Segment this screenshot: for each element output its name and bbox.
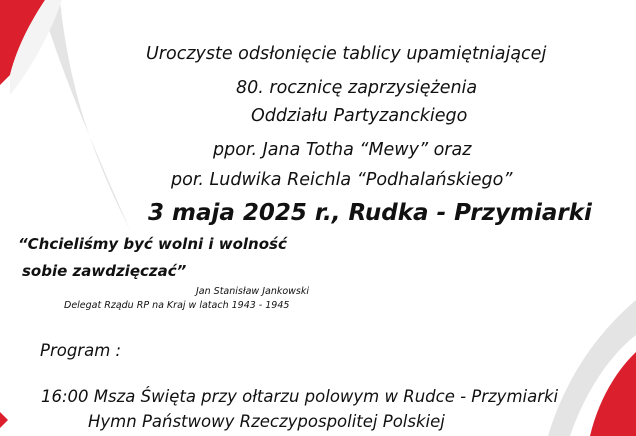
quote-author-role: Delegat Rządu RP na Kraj w latach 1943 - 1945 (64, 300, 290, 311)
quote-line-1: “Chcieliśmy być wolni i wolność (18, 235, 287, 253)
ribbon-corner-red (0, 412, 8, 428)
program-heading: Program : (40, 341, 122, 360)
title-line-2: 80. rocznicę zaprzysiężenia (236, 78, 478, 98)
program-item-1: 16:00 Msza Święta przy ołtarzu polowym w Rudce - Przymiarki (41, 387, 559, 406)
title-line-3: Oddziału Partyzanckiego (251, 106, 468, 126)
title-line-4: ppor. Jana Totha “Mewy” oraz (213, 140, 472, 160)
program-item-2: Hymn Państwowy Rzeczypospolitej Polskiej (88, 412, 445, 431)
title-line-5: por. Ludwika Reichla “Podhalańskiego” (171, 170, 513, 190)
date-place: 3 maja 2025 r., Rudka - Przymiarki (148, 200, 592, 226)
title-line-1: Uroczyste odsłonięcie tablicy upamiętniającej (146, 44, 547, 64)
ribbon-top-shadow (40, 0, 130, 230)
quote-author: Jan Stanisław Jankowski (196, 286, 310, 297)
quote-line-2: sobie zawdzięczać” (22, 262, 187, 280)
